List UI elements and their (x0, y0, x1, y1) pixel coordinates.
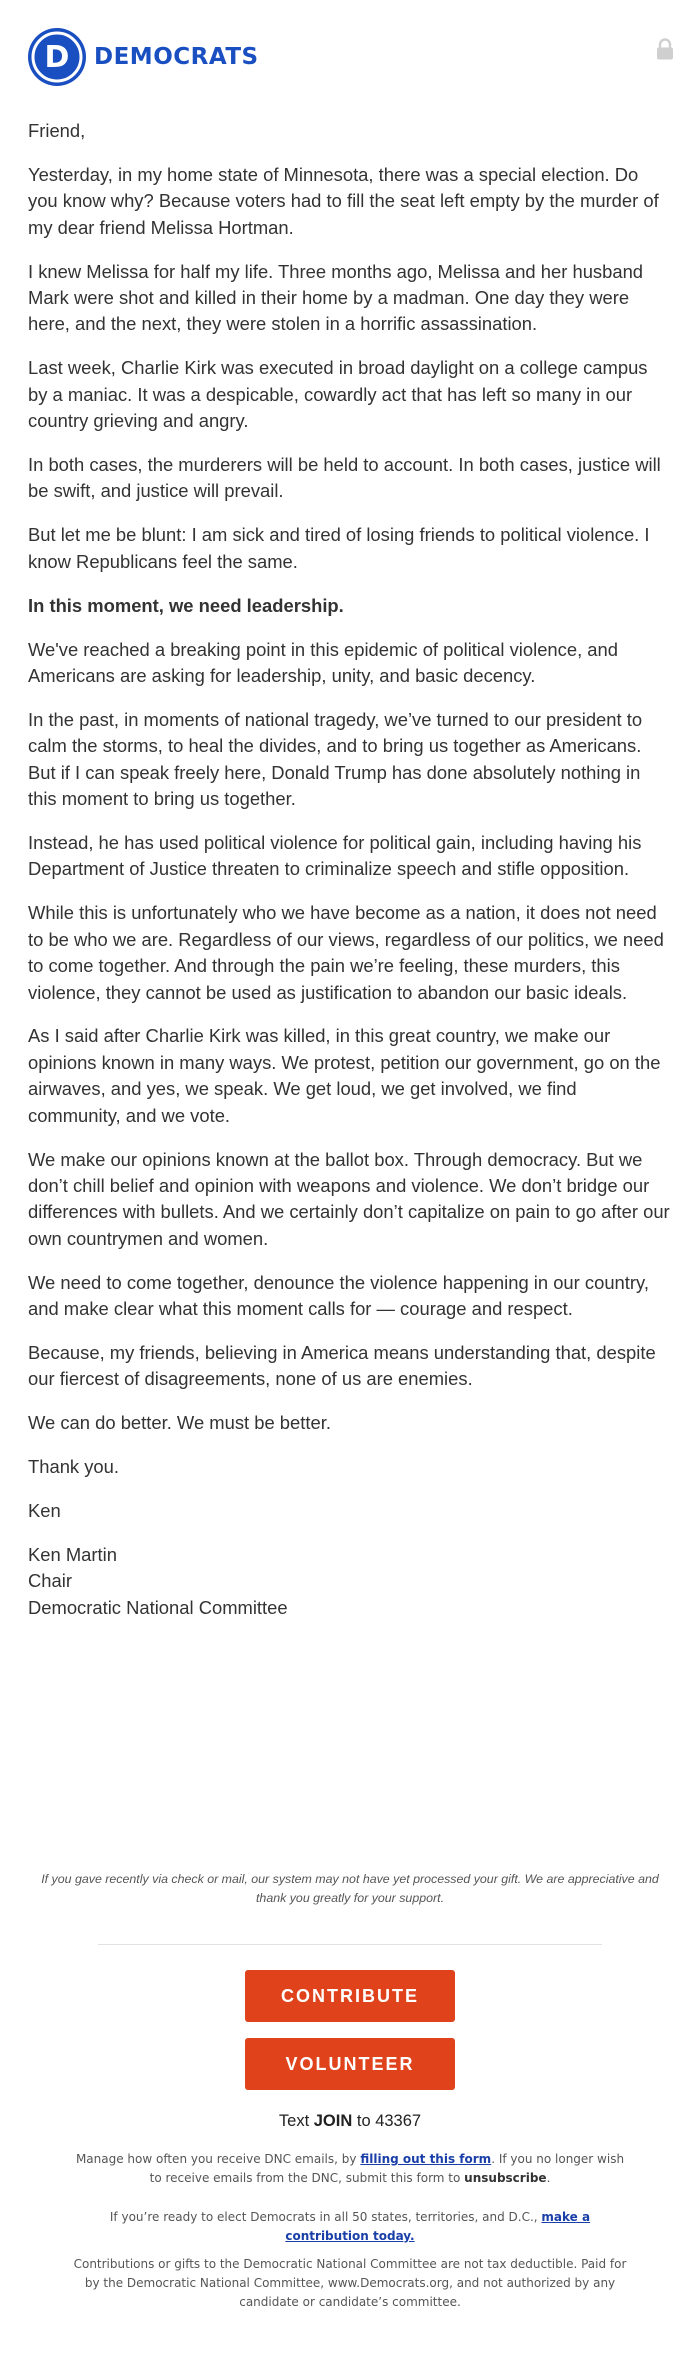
letter-paragraph: Instead, he has used political violence for political gain, including having his Department of Justice threaten to criminalize speech and stifle opposition. (28, 832, 642, 880)
letter-paragraph: Yesterday, in my home state of Minnesota, there was a special election. Do you know why? Because voters had to fill the seat left empty by the murder of my dear friend Melissa Hortman. (28, 163, 659, 238)
make-contribution-link[interactable]: make a contribution today. (285, 2210, 591, 2243)
signature-org: Democratic National Committee (28, 1596, 288, 1618)
lock-icon (656, 38, 674, 65)
manage-emails-notice (70, 2150, 630, 2188)
brand-name: DEMOCRATS (94, 44, 259, 70)
manage-prefix: Manage how often you receive DNC emails, by (75, 2152, 357, 2166)
logo-letter: D (44, 40, 70, 75)
text-join-line (0, 2112, 700, 2131)
legal-notice: Contributions or gifts to the Democratic National Committee are not tax deductible. Paid for by the Democratic National Committee, www.Democrats.org, and not authorized by any candidate or candidate’s committee. (73, 2257, 627, 2309)
contribute-button[interactable]: CONTRIBUTE (245, 1970, 455, 2022)
divider (98, 1944, 602, 1945)
text-join-suffix: to 43367 (356, 2112, 422, 2130)
letter-paragraph: As I said after Charlie Kirk was killed, in this great country, we make our opinions known in many ways. We protest, petition our government, go on the airwaves, and yes, we speak. We get loud, we get involved, we find community, and we vote. (28, 1025, 661, 1126)
salutation: Friend, (28, 120, 86, 141)
letter-closing: Thank you. (28, 1456, 119, 1478)
letter-signoff: Ken (28, 1500, 61, 1522)
letter-paragraph: But let me be blunt: I am sick and tired of losing friends to political violence. I know Republicans feel the same. (28, 524, 650, 572)
signature-name: Ken Martin (28, 1544, 117, 1566)
letter-paragraph: We make our opinions known at the ballot box. Through democracy. But we don’t chill belief and opinion with weapons and violence. We don’t bridge our differences with bullets. And we certainly don’t capitalize on pain to go after our own countrymen and women. (28, 1148, 670, 1249)
manage-middle: . If you no longer wish to receive emails from the DNC, submit this form to (149, 2152, 625, 2185)
letter-paragraph: While this is unfortunately who we have become as a nation, it does not need to be who we are. Regardless of our views, regardless of our politics, we need to come together. And through the pain we’re feeling, these murders, this violence, they cannot be used as justification to abandon our basic ideals. (28, 902, 664, 1003)
letter-paragraph: I knew Melissa for half my life. Three months ago, Melissa and her husband Mark were shot and killed in their home by a madman. One day they were here, and the next, they were stolen in a horrific assassination. (28, 260, 644, 335)
letter-paragraph: We've reached a breaking point in this epidemic of political violence, and Americans are asking for leadership, unity, and basic decency. (28, 638, 618, 686)
elect-democrats-notice (70, 2208, 630, 2246)
text-join-keyword: JOIN (313, 2112, 353, 2130)
letter-paragraph: In the past, in moments of national tragedy, we’ve turned to our president to calm the storms, to heal the divides, and to bring us together as Americans. But if I can speak freely here, Donald Trump has done absolutely nothing in this moment to bring us together. (28, 708, 643, 810)
elect-prefix: If you’re ready to elect Democrats in all 50 states, territories, and D.C., (109, 2210, 538, 2224)
volunteer-button[interactable]: VOLUNTEER (245, 2038, 455, 2090)
manage-end: . (546, 2171, 551, 2185)
letter-paragraph: We need to come together, denounce the violence happening in our country, and make clear what this moment calls for — courage and respect. (28, 1271, 649, 1320)
signature-block (28, 1542, 672, 1621)
gift-disclaimer: If you gave recently via check or mail, our system may not have yet processed your gift. We are appreciative and thank you greatly for your support. (41, 1872, 659, 1905)
letter-paragraph: Because, my friends, believing in America means understanding that, despite our fiercest of disagreements, none of us are enemies. (28, 1342, 656, 1390)
logo-circle-icon (28, 28, 86, 86)
letter-emphasis: In this moment, we need leadership. (28, 594, 344, 616)
text-join-prefix: Text (278, 2112, 310, 2130)
unsubscribe-link[interactable]: unsubscribe (464, 2171, 547, 2185)
manage-form-link[interactable]: filling out this form (360, 2152, 492, 2166)
letter-paragraph: In both cases, the murderers will be held to account. In both cases, justice will be swift, and justice will prevail. (28, 454, 661, 502)
signature-title: Chair (28, 1570, 72, 1592)
letter-paragraph: Last week, Charlie Kirk was executed in broad daylight on a college campus by a maniac. It was a despicable, cowardly act that has left so many in our country grieving and angry. (28, 357, 648, 432)
email-header (0, 0, 700, 118)
letter-paragraph: We can do better. We must be better. (28, 1412, 331, 1434)
democrats-logo[interactable] (28, 28, 259, 86)
letter-body (0, 118, 700, 1621)
